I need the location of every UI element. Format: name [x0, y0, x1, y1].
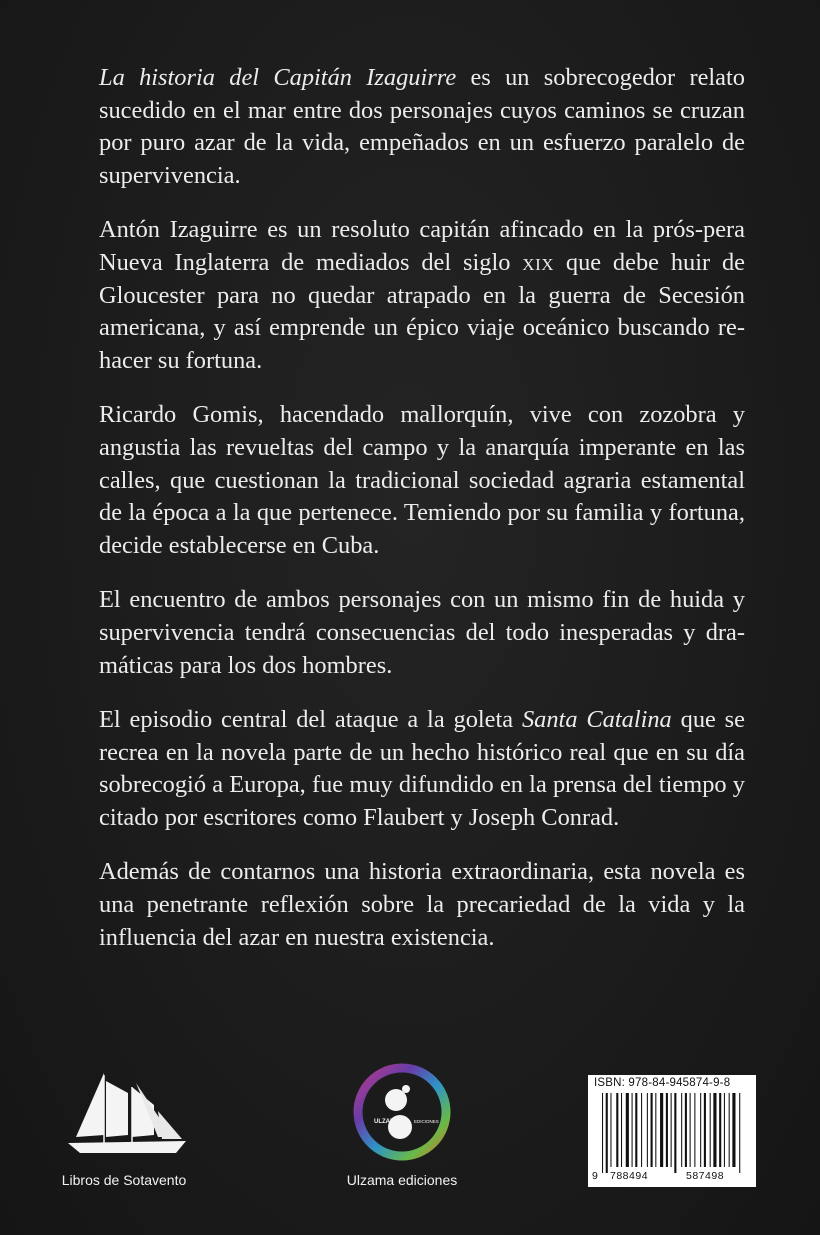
paragraph-5: El episodio central del ataque a la goleta Santa Catalina que se recrea en la novela parte de un hecho histórico real que en su día sobrecogió a Europa, fue muy difundido en la prensa del tiempo y citado por escritores como Flaubert y Joseph Conrad.: [99, 706, 746, 831]
barcode-digits-right: 587498: [686, 1170, 725, 1182]
svg-text:EDICIONES: EDICIONES: [414, 1119, 439, 1124]
paragraph-6: Además de contarnos una historia extraordinaria, esta novela es una penetrante reflexión sobre la precariedad de la vida y la influencia del azar en nuestra existencia.: [99, 858, 745, 951]
publisher-sotavento-label: Libros de Sotavento: [61, 1172, 187, 1188]
century-smallcaps: xix: [522, 248, 555, 276]
paragraph-4: El encuentro de ambos personajes con un mismo fin de huida y supervivencia tendrá consecuencias del todo inesperadas y dra-máticas para los dos hombres.: [99, 586, 745, 679]
barcode-digit-first: 9: [592, 1170, 599, 1182]
isbn-barcode: [588, 1075, 756, 1187]
sailing-ship-icon: [54, 1065, 194, 1165]
synopsis-text: [99, 62, 745, 976]
svg-text:ULZAMA: ULZAMA: [374, 1119, 400, 1125]
ulzama-logo-icon: [332, 1060, 472, 1168]
book-title-italic: La historia del Capitán Izaguirre: [99, 64, 457, 91]
barcode-digits-left: 788494: [610, 1170, 649, 1182]
isbn-label: ISBN: 978-84-945874-9-8: [594, 1077, 731, 1089]
paragraph-1: La historia del Capitán Izaguirre es un sobrecogedor relato sucedido en el mar entre dos personajes cuyos caminos se cruzan por puro azar de la vida, empeñados en un esfuerzo paralelo de supervivencia.: [99, 64, 745, 189]
ship-name-italic: Santa Catalina: [521, 706, 672, 734]
publisher-ulzama-label: Ulzama ediciones: [346, 1172, 458, 1188]
paragraph-3: Ricardo Gomis, hacendado mallorquín, vive con zozobra y angustia las revueltas del campo y la anarquía imperante en las calles, que cuestionan la tradicional sociedad agraria estamental de la época a la que pertenece. Temiendo por su familia y fortuna, decide establecerse en Cuba.: [99, 401, 745, 559]
paragraph-2: Antón Izaguirre es un resoluto capitán afincado en la prós-pera Nueva Inglaterra de mediados del siglo xix que debe huir de Gloucester para no quedar atrapado en la guerra de Secesión americana, y así emprende un épico viaje oceánico buscando re-hacer su fortuna.: [99, 216, 745, 374]
